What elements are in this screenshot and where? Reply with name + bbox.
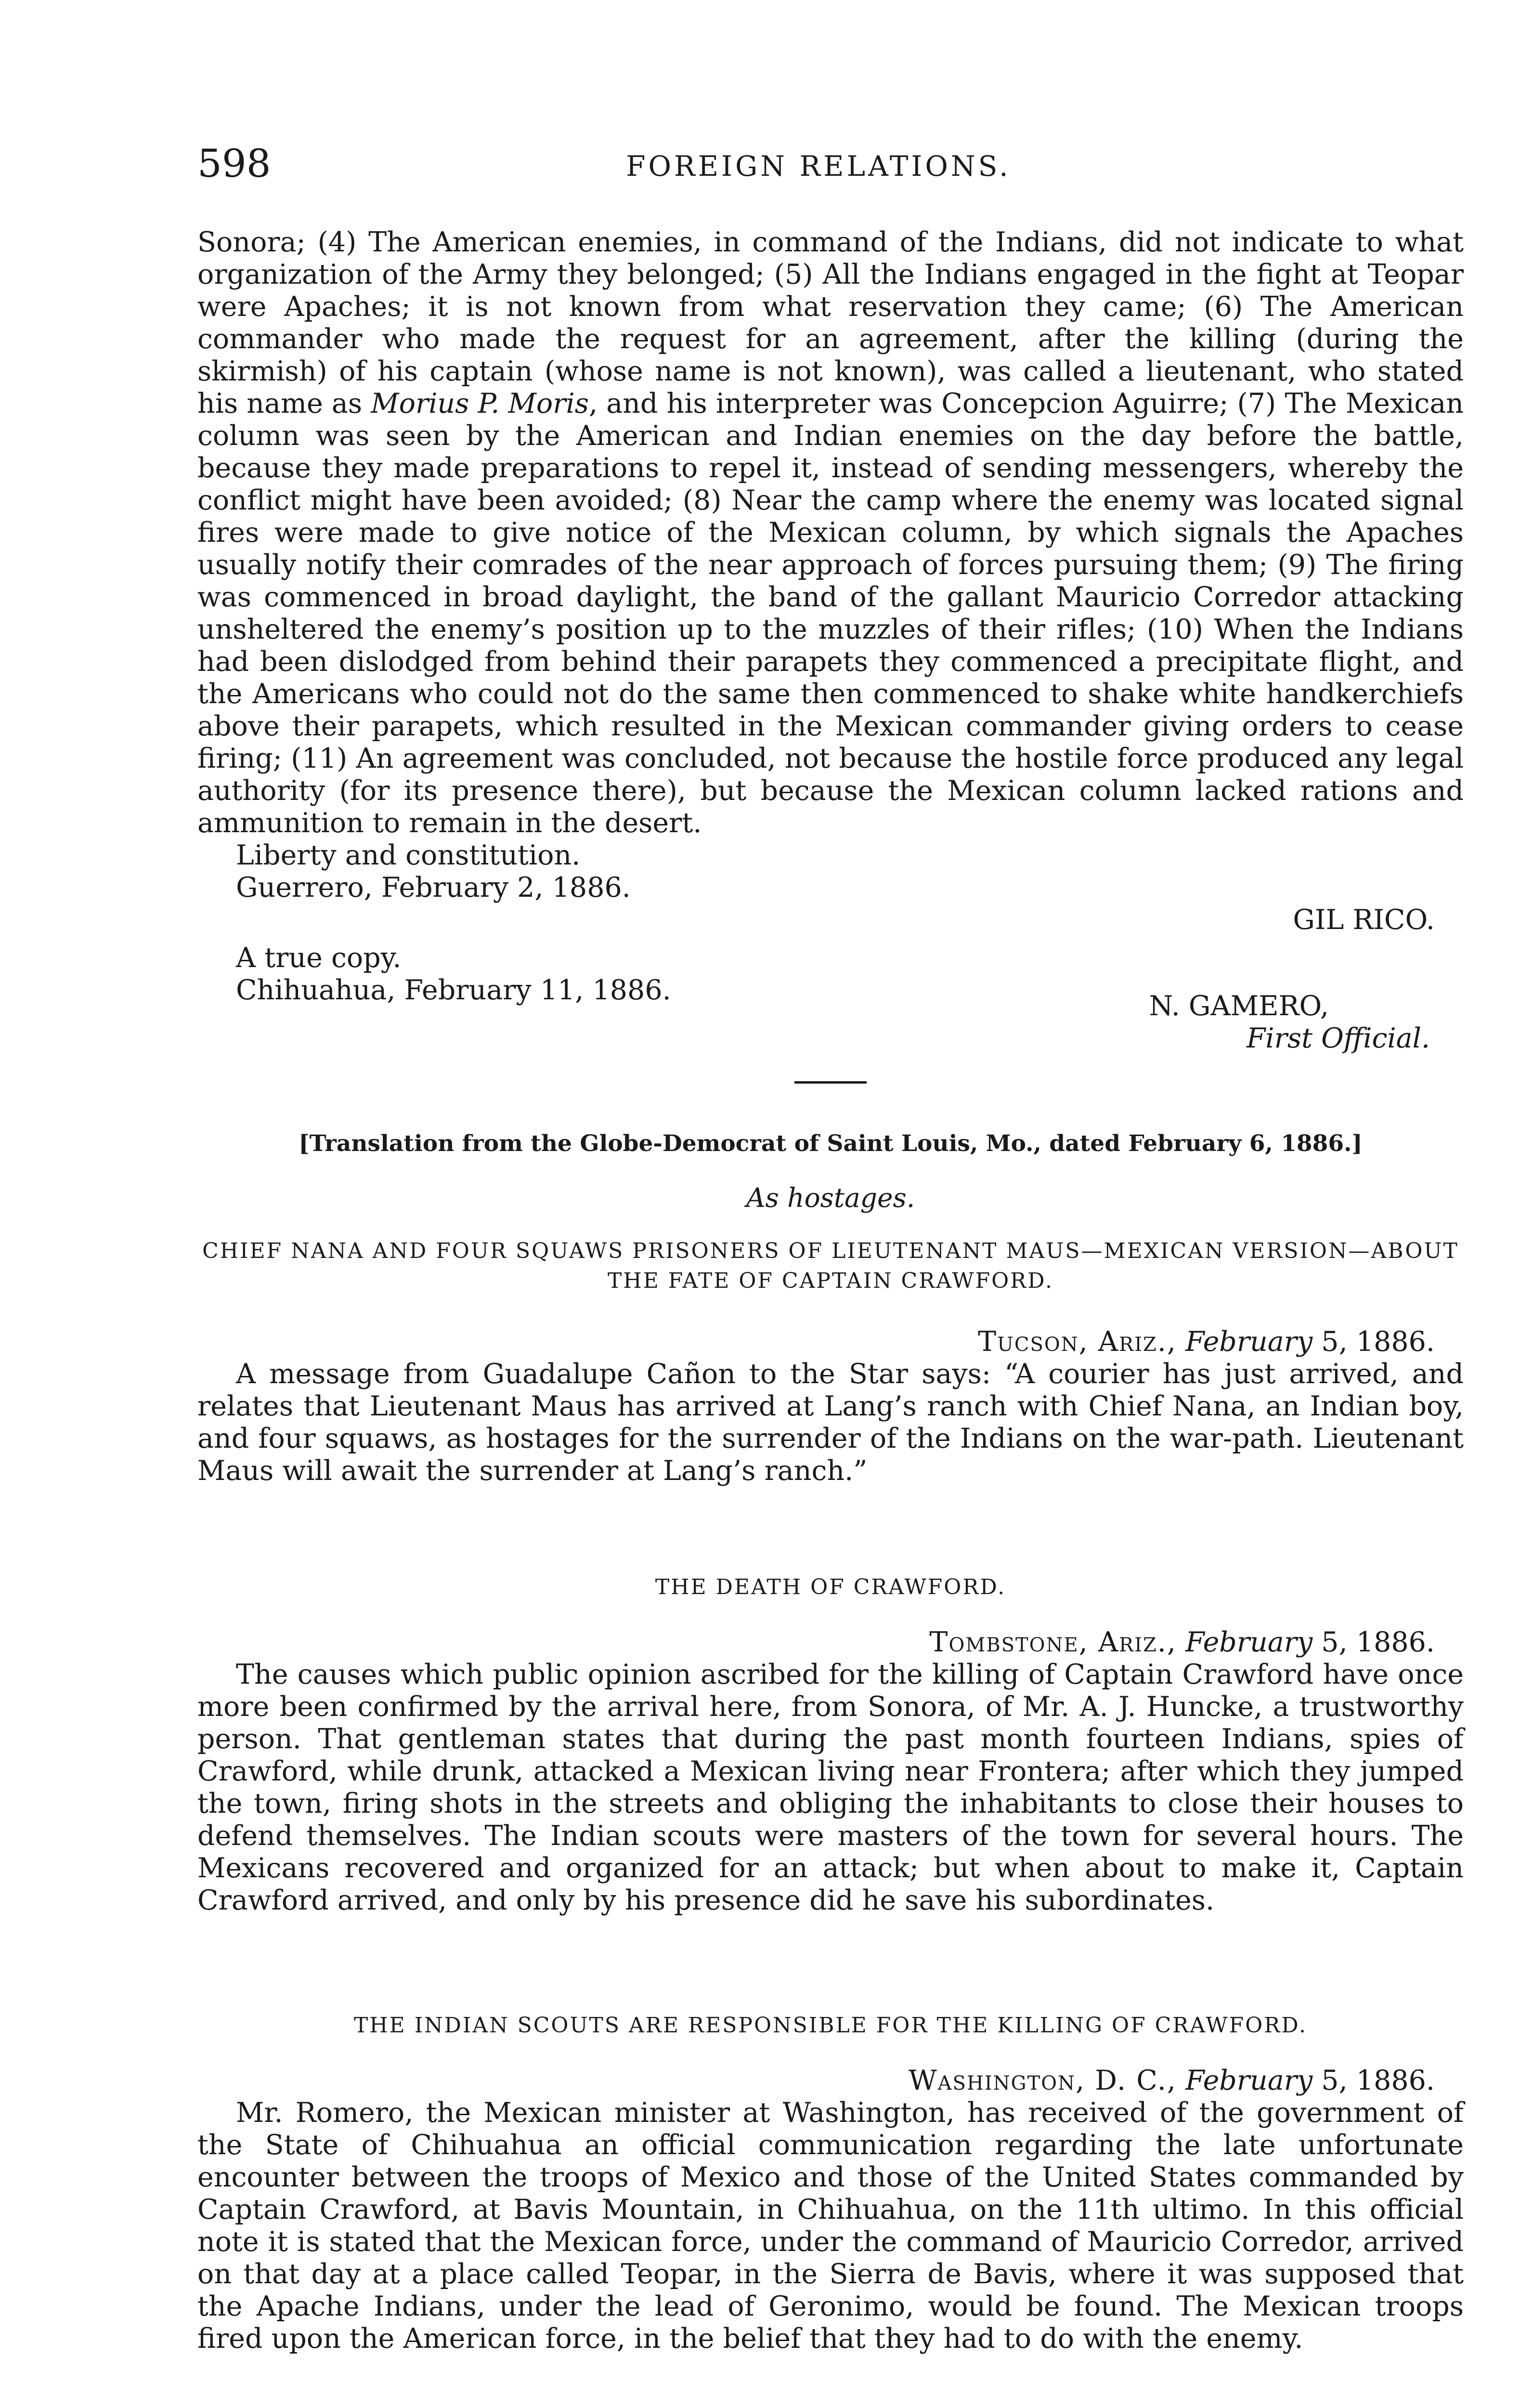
dateline-place: Tucson, Ariz., bbox=[978, 1326, 1177, 1358]
page-number: 598 bbox=[197, 141, 271, 186]
subhead-death-of-crawford: THE DEATH OF CRAWFORD. bbox=[655, 1575, 1006, 1599]
article-3-text: Mr. Romero, the Mexican minister at Washington, has received of the government of the State of Chihuahua an official communication regarding the late unfortunate encounter between the troops of Mexico and those of the United States commanded by Captain Crawford, at Bavis Mountain, in Chihuahua, on the 11th ultimo. In this official note it is stated that the Mexican force, under the command of Mauricio Corredor, arrived on that day at a place called Teopar, in the Sierra de Bavis, where it was supposed that the Apache Indians, under the lead of Geronimo, would be found. The Mexican troops fired upon the American force, in the belief that they had to do with the enemy. bbox=[197, 2097, 1464, 2355]
dateline-day: 5, 1886. bbox=[1312, 1326, 1435, 1358]
dateline-washington bbox=[197, 2065, 1464, 2097]
dateline-place: Washington, D. C., bbox=[909, 2065, 1177, 2096]
closing-liberty: Liberty and constitution. bbox=[236, 839, 581, 871]
official-name: N. GAMERO, bbox=[1149, 990, 1329, 1022]
article-death-of-crawford bbox=[197, 1572, 1464, 1917]
translation-note: [Translation from the Globe-Democrat of Saint Louis, Mo., dated February 6, 1886.] bbox=[299, 1130, 1363, 1157]
page-header bbox=[197, 140, 1449, 193]
dateline-tucson bbox=[197, 1326, 1464, 1358]
section-divider bbox=[794, 1081, 867, 1084]
dateline-place: Tombstone, Ariz., bbox=[929, 1626, 1177, 1658]
subhead-indian-scouts: THE INDIAN SCOUTS ARE RESPONSIBLE FOR THE KILLING OF CRAWFORD. bbox=[353, 2013, 1308, 2038]
report-paragraph bbox=[197, 226, 1464, 839]
running-title: FOREIGN RELATIONS. bbox=[626, 150, 1011, 183]
report-text-start: Sonora; (4) The American enemies, in command of the Indians, did not indicate to what organization of the Army they belonged; (5) All the Indians engaged in the fight at Teopar were Apaches; it is not known from what reservation they came; (6) The American commander who made the request for an agreement, after the killing (during the skirmish) of his captain (whose name is not known), was called a lieutenant, who stated his name as bbox=[197, 226, 1464, 419]
dateline-month: February bbox=[1185, 2065, 1313, 2096]
dateline-month: February bbox=[1185, 1326, 1313, 1358]
report-section bbox=[197, 226, 1464, 1055]
signature-gil-rico: GIL RICO. bbox=[1293, 904, 1435, 936]
official-title: First Official. bbox=[1246, 1022, 1430, 1054]
true-copy-line: A true copy. bbox=[236, 942, 402, 974]
article-hostages bbox=[197, 1129, 1464, 1487]
dateline-day: 5, 1886. bbox=[1312, 2065, 1435, 2096]
article-1-text: A message from Guadalupe Cañon to the Star says: “A courier has just arrived, and relates that Lieutenant Maus has arrived at Lang’s ranch with Chief Nana, an Indian boy, and four squaws, as hostages for the surrender of the Indians on the war-path. Lieutenant Maus will await the surrender at Lang’s ranch.” bbox=[197, 1358, 1464, 1487]
report-text-end: , and his interpreter was Concepcion Aguirre; (7) The Mexican column was seen by the American and Indian enemies on the day before the battle, because they made preparations to repel it, instead of sending messengers, whereby the conflict might have been avoided; (8) Near the camp where the enemy was located signal fires were made to give notice of the Mexican column, by which signals the Apaches usually notify their comrades of the near approach of forces pursuing them; (9) The firing was commenced in broad daylight, the band of the gallant Mauricio Corredor attacking unsheltered the enemy’s position up to the muzzles of their rifles; (10) When the Indians had been dislodged from behind their parapets they commenced a precipitate flight, and the Americans who could not do the same then commenced to shake white handkerchiefs above their parapets, which resulted in the Mexican commander giving orders to cease firing; (11) An agreement was concluded, not because the hostile force produced any legal authority (for its presence there), but because the Mexican column lacked rations and ammunition to remain in the desert. bbox=[197, 388, 1464, 839]
dateline-month: February bbox=[1185, 1626, 1313, 1658]
copy-place-date: Chihuahua, February 11, 1886. bbox=[236, 974, 671, 1006]
article-2-text: The causes which public opinion ascribed for the killing of Captain Crawford have once more been confirmed by the arrival here, from Sonora, of Mr. A. J. Huncke, a trustworthy person. That gentleman states that during the past month fourteen Indians, spies of Crawford, while drunk, attacked a Mexican living near Frontera; after which they jumped the town, firing shots in the streets and obliging the inhabitants to close their houses to defend themselves. The Indian scouts were masters of the town for several hours. The Mexicans recovered and organized for an attack; but when about to make it, Captain Crawford arrived, and only by his presence did he save his subordinates. bbox=[197, 1659, 1464, 1916]
dateline-tombstone bbox=[197, 1626, 1464, 1659]
lieutenant-name: Morius P. Moris bbox=[371, 388, 589, 419]
subhead-chief-nana: CHIEF NANA AND FOUR SQUAWS PRISONERS OF LIEUTENANT MAUS—MEXICAN VERSION—ABOUT THE FATE OF CAPTAIN CRAWFORD. bbox=[202, 1239, 1459, 1293]
article-indian-scouts bbox=[197, 2011, 1464, 2355]
headline-as-hostages: As hostages. bbox=[746, 1182, 915, 1213]
closing-place-date: Guerrero, February 2, 1886. bbox=[236, 872, 631, 903]
dateline-day: 5, 1886. bbox=[1312, 1626, 1435, 1658]
